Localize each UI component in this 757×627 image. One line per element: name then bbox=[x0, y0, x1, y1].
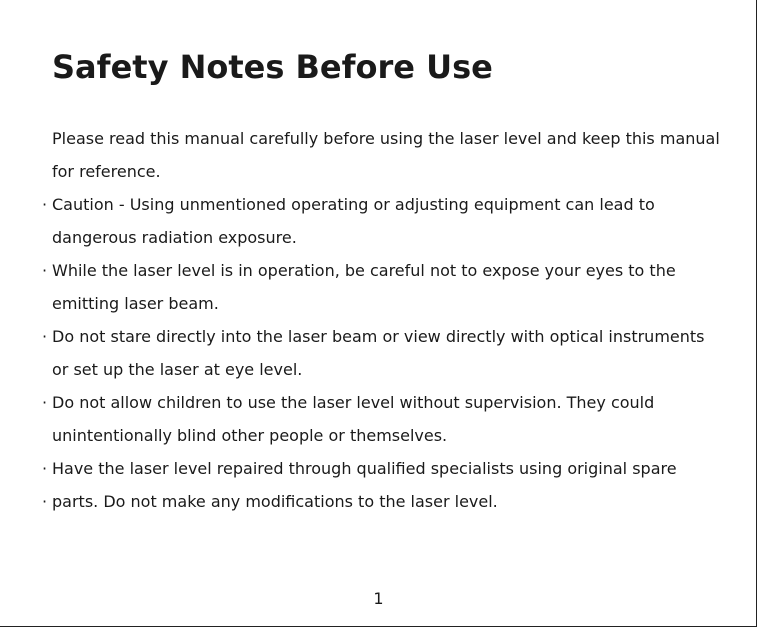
bullet-marker: · bbox=[42, 195, 48, 214]
line-text: While the laser level is in operation, be careful not to expose your eyes to the bbox=[52, 261, 676, 280]
text-line bbox=[0, 353, 757, 386]
text-line bbox=[0, 419, 757, 452]
line-text: unintentionally blind other people or themselves. bbox=[52, 426, 448, 445]
bullet-line bbox=[0, 452, 757, 485]
line-text: Do not stare directly into the laser beam or view directly with optical instruments bbox=[52, 327, 705, 346]
text-line bbox=[0, 155, 757, 188]
bullet-marker: · bbox=[42, 261, 48, 280]
line-text: for reference. bbox=[52, 162, 161, 181]
page-number: 1 bbox=[373, 589, 384, 608]
bullet-line bbox=[0, 485, 757, 518]
text-line bbox=[0, 287, 757, 320]
line-text: dangerous radiation exposure. bbox=[52, 228, 297, 247]
line-text: emitting laser beam. bbox=[52, 294, 219, 313]
bullet-line bbox=[0, 386, 757, 419]
bullet-marker: · bbox=[42, 327, 48, 346]
line-text: Do not allow children to use the laser level without supervision. They could bbox=[52, 393, 655, 412]
bullet-line bbox=[0, 320, 757, 353]
bullet-line bbox=[0, 254, 757, 287]
bullet-marker: · bbox=[42, 459, 48, 478]
line-text: or set up the laser at eye level. bbox=[52, 360, 303, 379]
text-line bbox=[0, 122, 757, 155]
line-text: Please read this manual carefully before using the laser level and keep this manual bbox=[52, 129, 720, 148]
bullet-marker: · bbox=[42, 492, 48, 511]
line-text: Have the laser level repaired through qualified specialists using original spare bbox=[52, 459, 677, 478]
bullet-line bbox=[0, 188, 757, 221]
line-text: Caution - Using unmentioned operating or adjusting equipment can lead to bbox=[52, 195, 655, 214]
line-text: parts. Do not make any modifications to the laser level. bbox=[52, 492, 498, 511]
text-line bbox=[0, 221, 757, 254]
page-title: Safety Notes Before Use bbox=[52, 48, 493, 86]
safety-notes-body bbox=[0, 122, 757, 518]
bullet-marker: · bbox=[42, 393, 48, 412]
